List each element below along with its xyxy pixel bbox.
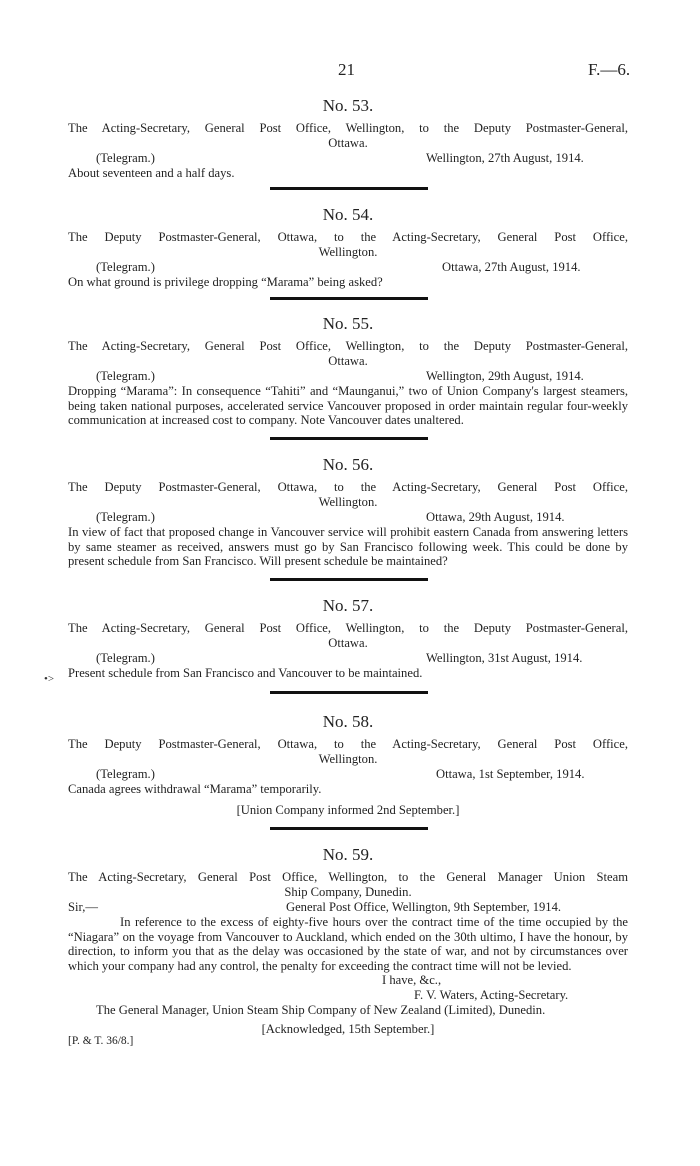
message-56	[68, 455, 628, 569]
message-routing-destination: Ship Company, Dunedin.	[284, 885, 412, 899]
file-reference: [P. & T. 36/8.]	[68, 1035, 134, 1047]
message-number: No. 58.	[322, 712, 374, 731]
message-number: No. 57.	[322, 596, 374, 615]
margin-mark: •>	[44, 673, 55, 685]
message-type: (Telegram.)	[96, 510, 155, 524]
document-reference: F.—6.	[588, 60, 631, 79]
message-number: No. 59.	[322, 845, 374, 864]
message-type: (Telegram.)	[96, 260, 155, 274]
message-body: In reference to the excess of eighty-five hours over the contract time of the time occupied by the “Niagara” on the voyage from Vancouver to Auckland, which ended on the 30th ultimo, I have the honour, by direction, to inform you that as the delay was occasioned by the state of war, and not by circumstances over which your company had any control, the penalty for exceeding the contract time will not be levied.	[68, 915, 628, 973]
page-number: 21	[338, 60, 355, 79]
message-routing: The Acting-Secretary, General Post Office, Wellington, to the Deputy Postmaster-General,	[68, 339, 628, 353]
message-dateline: Ottawa, 27th August, 1914.	[442, 260, 581, 274]
message-routing-destination: Ottawa.	[328, 354, 368, 368]
message-type: (Telegram.)	[96, 767, 155, 781]
message-routing: The Acting-Secretary, General Post Office, Wellington, to the Deputy Postmaster-General,	[68, 121, 628, 135]
letter-signature: F. V. Waters, Acting-Secretary.	[414, 988, 569, 1002]
message-dateline: General Post Office, Wellington, 9th September, 1914.	[286, 900, 562, 914]
message-dateline: Ottawa, 1st September, 1914.	[436, 767, 585, 781]
section-divider	[270, 578, 428, 581]
section-divider	[270, 187, 428, 190]
message-routing-destination: Wellington.	[318, 752, 378, 766]
message-number: No. 54.	[322, 205, 374, 224]
message-body: Present schedule from San Francisco and Vancouver to be maintained.	[68, 666, 423, 680]
message-routing-destination: Wellington.	[318, 245, 378, 259]
message-type: (Telegram.)	[96, 369, 155, 383]
message-dateline: Wellington, 29th August, 1914.	[426, 369, 584, 383]
message-55	[68, 314, 628, 428]
message-routing: The Deputy Postmaster-General, Ottawa, to the Acting-Secretary, General Post Office,	[68, 737, 628, 751]
message-body: About seventeen and a half days.	[68, 166, 235, 180]
section-divider	[270, 297, 428, 300]
message-body: In view of fact that proposed change in Vancouver service will prohibit eastern Canada from answering letters by same steamer as received, answers must go by San Francisco following week. This could be done by present schedule from San Francisco. Will present schedule be maintained?	[68, 525, 628, 568]
section-divider	[270, 691, 428, 694]
message-body: Dropping “Marama”: In consequence “Tahiti” and “Maunganui,” two of Union Company's largest steamers, being taken national purposes, accelerated service Vancouver proposed in order maintain regular four-weekly communication at increased cost to company. Note Vancouver dates unaltered.	[68, 384, 628, 427]
message-routing: The Acting-Secretary, General Post Office, Wellington, to the General Manager Union Steam	[68, 870, 628, 884]
message-note: [Acknowledged, 15th September.]	[261, 1022, 435, 1036]
message-57	[68, 596, 628, 681]
message-53	[68, 96, 628, 181]
message-routing: The Deputy Postmaster-General, Ottawa, to the Acting-Secretary, General Post Office,	[68, 230, 628, 244]
section-divider	[270, 827, 428, 830]
letter-addressee: The General Manager, Union Steam Ship Company of New Zealand (Limited), Dunedin.	[96, 1003, 546, 1017]
message-routing-destination: Ottawa.	[328, 636, 368, 650]
message-number: No. 55.	[322, 314, 374, 333]
message-type: (Telegram.)	[96, 651, 155, 665]
message-body: On what ground is privilege dropping “Marama” being asked?	[68, 275, 383, 289]
message-number: No. 56.	[322, 455, 374, 474]
message-dateline: Wellington, 27th August, 1914.	[426, 151, 584, 165]
letter-salutation: Sir,—	[68, 900, 98, 914]
message-dateline: Ottawa, 29th August, 1914.	[426, 510, 565, 524]
message-routing-destination: Wellington.	[318, 495, 378, 509]
message-routing: The Acting-Secretary, General Post Office, Wellington, to the Deputy Postmaster-General,	[68, 621, 628, 635]
message-59	[68, 845, 628, 1037]
message-routing-destination: Ottawa.	[328, 136, 368, 150]
section-divider	[270, 437, 428, 440]
message-58	[68, 712, 628, 818]
message-dateline: Wellington, 31st August, 1914.	[426, 651, 583, 665]
message-body: Canada agrees withdrawal “Marama” temporarily.	[68, 782, 322, 796]
message-54	[68, 205, 628, 290]
message-note: [Union Company informed 2nd September.]	[236, 802, 460, 817]
message-routing: The Deputy Postmaster-General, Ottawa, to the Acting-Secretary, General Post Office,	[68, 480, 628, 494]
message-type: (Telegram.)	[96, 151, 155, 165]
letter-closing: I have, &c.,	[382, 973, 442, 987]
message-number: No. 53.	[322, 96, 374, 115]
